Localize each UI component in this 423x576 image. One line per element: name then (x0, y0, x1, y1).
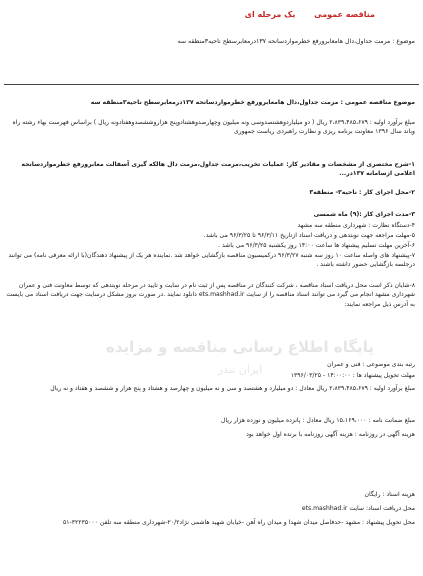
tender-stage: یک مرحله ای (244, 10, 296, 19)
phone-number: ۳۲۲۳۵۰۰۰-۵۱ (63, 519, 98, 526)
phone-label: تلفن (99, 519, 112, 526)
deadline: مهلت تحویل پیشنهاد ها : ۱۴:۰۰:۰۰ - ۱۳۹۶/۰۳/۲۵ (290, 372, 415, 379)
divider (4, 84, 419, 85)
tender-header (229, 10, 375, 19)
delivery-text: محل تحویل پیشنهاد : مشهد -حدفاصل میدان شهدا و میدان راه آهن -خیابان شهید هاشمی نژاد۲۰/۲-شهرداری منطقه سه (113, 519, 415, 526)
item-3: ۳-مدت اجرای کار :(۹) ماه شمسی (313, 211, 415, 218)
delivery-address (6, 518, 415, 527)
item-5: ۵-مهلت مراجعه جهت نوبتدهی و دریافت اسناد ازتاریخ ۹۶/۳/۱۱ تا ۹۶/۳/۲۵ می باشد. (203, 232, 415, 239)
notice-heading: موضوع مناقصه عمومی : مرمت جداول،دال هامعابرورفع خطرمواردسانحه ۱۳۷درمعابرسطح ناحیه۳منطقه سه (90, 99, 415, 106)
item-7: ۷-پیشنهاد های واصله ساعت ۱۰ روز سه شنبه ۹۶/۳/۲۷ درکمیسیون مناقصه بازگشایی خواهد شد .نماینده هر یک از پیشنهاد دهندگان(با ارائه معرفی نامه) می توانند درجلسه بازگشایی حضور داشته باشند . (8, 252, 415, 269)
tender-type: مناقصه عمومی (314, 10, 375, 19)
estimate: مبلغ برآورد اولیه : ۲،۸۳۹،۴۸۵،۶۷۹ ریال معادل : دو میلیارد و هشتصد و سی و نه میلیون و چهارصد و هشتاد و پنج هزار و ششصد و هفتاد و نه ریال (50, 385, 415, 392)
item-2: ۲-محل اجرای کار : ناحیه۳- منطقه۳ (309, 189, 415, 196)
budget-paragraph: مبلغ برآورد اولیه : ۲،۸۳۹،۴۸۵،۶۷۹ ریال ( دو میلیاردوهشتصدوسی ونه میلیون وچهارصدوهشتادوپنج هزاروششصدوهفتادونه ریال ) براساس فهرست بهاء رشته راه وباند سال ۱۳۹۶ معاونت برنامه ریزی و نظارت راهبردی ریاست جمهوری (12, 119, 415, 136)
watermark-line1: پایگاه اطلاع رسانی مناقصه و مزایده (106, 338, 374, 356)
item-4: ۴-دستگاه نظارت : شهرداری منطقه سه مشهد (297, 222, 415, 229)
category: رتبه بندی موضوعی : فنی و عمران (327, 361, 415, 368)
watermark (90, 336, 390, 358)
guarantee: مبلغ ضمانت نامه : ۱۵،۱۶۹،۰۰۰ ریال معادل : پانزده میلیون و نوزده هزار ریال (220, 417, 415, 424)
ad-cost: هزینه آگهی در روزنامه : هزینه آگهی روزنامه با برنده اول خواهد بود (246, 431, 415, 438)
item-1: ۱-شرح مختصری از مشخصات و مقادیر کار: عملیات تخریب،مرمت جداول،مرمت دال هالکه گیری آسفالت معابرورفع خطرمواردسانحه اعلامی ازسامانه ۱۳۷در... (21, 161, 415, 178)
subject-line: موضوع : مرمت جداول،دال هامعابرورفع خطرمواردسانحه ۱۳۷درمعابرسطح ناحیه۳منطقه سه (177, 38, 415, 45)
item-6: ۶-آخرین مهلت تسلیم پیشنهاد ها ساعت ۱۴:۰۰ روز یکشنبه ۹۶/۳/۲۵ می باشد . (218, 242, 415, 249)
item-8: ۸-شایان ذکر است محل دریافت اسناد مناقصه ، شرکت کنندگان در مناقصه پس از ثبت نام در سایت و تایید در مرحله نوبتدهی که توسط معاونت فنی و عمران شهرداری مشهد انجام می گیرد می توانند اسناد مناقصه را از سایت ets.mashhad.ir دانلود نمایند .در صورت بروز مشکل درسایت جهت دریافت اسناد می بایست به آدرس ذیل مراجعه نمایند: (6, 282, 415, 308)
watermark-line2: ایران تندر (217, 363, 263, 376)
doc-fee: هزینه اسناد : رایگان (364, 491, 415, 498)
doc-place: محل دریافت اسناد: سایت ets.mashhad.ir (301, 505, 415, 512)
